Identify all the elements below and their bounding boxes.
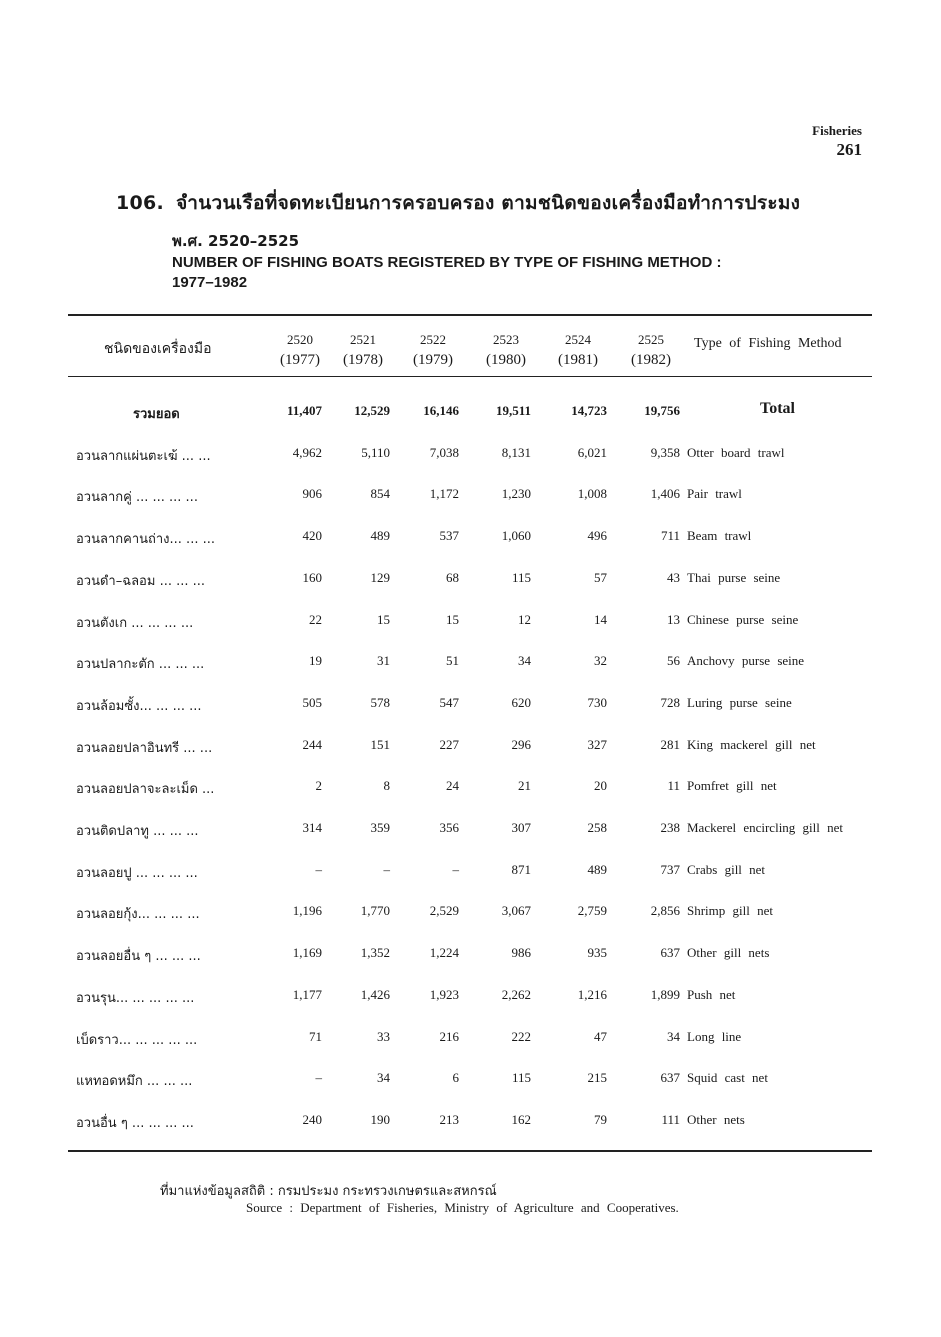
row-value: 854 [370,486,390,501]
row-value: 296 [511,737,531,752]
row-value: 111 [661,1112,680,1127]
column-header-year [476,330,536,370]
row-value: 12,529 [354,403,390,418]
column-header-be: 2521 [350,332,376,347]
row-value: 1,923 [429,987,459,1002]
row-value: 244 [302,737,322,752]
column-header-ce: (1981) [558,352,598,368]
row-value: 8,131 [501,445,531,460]
row-value: 34 [518,653,531,668]
row-value: 115 [511,570,531,585]
row-value: 151 [370,737,390,752]
column-header-ce: (1982) [631,352,671,368]
row-label-thai: รวมยอด [133,407,180,422]
row-label-english: Pair trawl [687,486,742,501]
row-value: 20 [594,778,607,793]
table-number: 106. [116,192,165,214]
table-title-thai [116,188,800,218]
table-row [0,1029,941,1049]
row-value: 160 [302,570,322,585]
row-value: 547 [439,695,459,710]
row-value: 2,529 [429,903,459,918]
row-label-english: Beam trawl [687,528,752,543]
row-value: 1,216 [577,987,607,1002]
table-row-total [0,400,941,423]
row-value: 8 [383,778,390,793]
row-value: 307 [511,820,531,835]
row-value: 1,060 [501,528,531,543]
row-value: 14,723 [571,403,607,418]
row-label-thai: อวนลอยปลาอินทรี ... ... [76,741,213,756]
table-title-english [172,253,721,293]
row-label-english: Crabs gill net [687,862,766,877]
row-label-english: Shrimp gill net [687,903,773,918]
row-label-thai: อวนลากคานถ่าง... ... ... [76,532,215,547]
row-label-english: Otter board trawl [687,445,785,460]
table-row [0,903,941,923]
column-header-ce: (1979) [413,352,453,368]
row-value: 359 [370,820,390,835]
row-value: 1,008 [577,486,607,501]
row-value: 737 [660,862,680,877]
row-value: 190 [370,1112,390,1127]
row-label-english: Squid cast net [687,1070,768,1085]
row-value: 68 [446,570,459,585]
row-value: 637 [660,945,680,960]
table-row [0,528,941,548]
row-value: 1,169 [292,945,322,960]
column-header-english: Type of Fishing Method [694,336,842,351]
column-header-ce: (1978) [343,352,383,368]
column-header-be: 2525 [638,332,664,347]
row-value: 505 [302,695,322,710]
row-value: 43 [667,570,680,585]
row-value: 33 [377,1029,390,1044]
row-value: 2,759 [577,903,607,918]
row-value: 1,230 [501,486,531,501]
column-header-year [333,330,393,370]
row-value: 129 [370,570,390,585]
row-value: 730 [587,695,607,710]
row-value: 79 [594,1112,607,1127]
table-row [0,653,941,673]
row-label-thai: อวนรุน... ... ... ... ... [76,991,195,1006]
row-value: 356 [439,820,459,835]
row-value: 906 [302,486,322,501]
row-label-english: Pomfret gill net [687,778,777,793]
row-value: 31 [377,653,390,668]
row-value: 34 [377,1070,390,1085]
row-value: 240 [302,1112,322,1127]
row-value: 1,426 [360,987,390,1002]
row-label-english: Long line [687,1029,742,1044]
row-label-thai: อวนลากแผ่นตะเฆ้ ... ... [76,449,211,464]
row-value: 24 [446,778,459,793]
row-value: 489 [587,862,607,877]
row-value: 711 [660,528,680,543]
row-value: 871 [511,862,531,877]
row-value: 4,962 [292,445,322,460]
row-label-english: Anchovy purse seine [687,653,805,668]
row-label-english: Other nets [687,1112,745,1127]
row-value: 578 [370,695,390,710]
row-value: 14 [594,612,607,627]
row-value: 2,262 [501,987,531,1002]
column-header-year [403,330,463,370]
row-value: 15 [377,612,390,627]
table-row [0,612,941,632]
row-value: 986 [511,945,531,960]
row-value: 71 [309,1029,322,1044]
row-value: 9,358 [650,445,680,460]
row-value: 1,177 [292,987,322,1002]
row-value: 935 [587,945,607,960]
row-label-english: Chinese purse seine [687,612,799,627]
row-label-thai: เบ็ดราว... ... ... ... ... [76,1033,198,1048]
row-label-thai: อวนล้อมซั้ง... ... ... ... [76,699,202,714]
row-value: 115 [511,1070,531,1085]
row-value: 1,899 [650,987,680,1002]
column-header-be: 2524 [565,332,591,347]
row-value: 2,856 [650,903,680,918]
row-value: 56 [667,653,680,668]
row-label-english: Thai purse seine [687,570,781,585]
table-row [0,737,941,757]
row-value: 637 [660,1070,680,1085]
row-value: 57 [594,570,607,585]
table-row [0,445,941,465]
table-header-rule [68,376,872,377]
column-header-year [620,330,682,370]
row-value: 1,770 [360,903,390,918]
row-value: 5,110 [361,445,390,460]
row-value: 537 [439,528,459,543]
table-row [0,695,941,715]
row-value: 11 [667,778,680,793]
row-label-english: Other gill nets [687,945,770,960]
row-value: – [452,862,459,877]
row-value: – [383,862,390,877]
row-value: 2 [315,778,322,793]
row-label-thai: อวนลอยอื่น ๆ ... ... ... [76,949,201,964]
row-value: 227 [439,737,459,752]
row-value: 1,224 [429,945,459,960]
table-title-english-line1: NUMBER OF FISHING BOATS REGISTERED BY TYPE OF FISHING METHOD : [172,254,722,271]
row-value: 32 [594,653,607,668]
row-value: 34 [667,1029,680,1044]
row-label-thai: อวนลอยปลาจะละเม็ด ... [76,782,215,797]
row-value: 3,067 [501,903,531,918]
row-value: – [315,862,322,877]
table-row [0,820,941,840]
row-value: 496 [587,528,607,543]
row-value: – [315,1070,322,1085]
column-header-ce: (1977) [280,352,320,368]
row-value: 216 [439,1029,459,1044]
page-number: 261 [836,140,862,159]
row-label-english: Luring purse seine [687,695,792,710]
row-value: 213 [439,1112,459,1127]
column-header-be: 2522 [420,332,446,347]
row-value: 19 [309,653,322,668]
row-value: 19,756 [644,403,680,418]
table-bottom-rule [68,1150,872,1152]
source-thai: ที่มาแห่งข้อมูลสถิติ : กรมประมง กระทรวงเกษตรและสหกรณ์ [160,1184,497,1199]
row-value: 1,406 [650,486,680,501]
row-label-thai: แหทอดหมึก ... ... ... [76,1074,193,1089]
table-title-english-line2: 1977–1982 [172,274,248,291]
row-value: 1,196 [292,903,322,918]
row-value: 15 [446,612,459,627]
row-label-english: Mackerel encircling gill net [687,820,844,835]
table-row [0,1112,941,1132]
table-row [0,486,941,506]
row-value: 6 [452,1070,459,1085]
table-row [0,778,941,798]
row-value: 222 [511,1029,531,1044]
row-value: 489 [370,528,390,543]
section-label: Fisheries [812,123,862,138]
table-title-thai-text: จำนวนเรือที่จดทะเบียนการครอบครอง ตามชนิดของเครื่องมือทำการประมง [176,192,801,214]
column-header-year [548,330,608,370]
source-english: Source : Department of Fisheries, Ministry of Agriculture and Cooperatives. [246,1200,679,1215]
row-label-english: Push net [687,987,736,1002]
column-header-thai: ชนิดของเครื่องมือ [104,341,212,357]
row-value: 258 [587,820,607,835]
row-value: 16,146 [423,403,459,418]
row-label-thai: อวนลอยกุ้ง... ... ... ... [76,907,200,922]
row-value: 1,172 [429,486,459,501]
row-label-thai: อวนอื่น ๆ ... ... ... ... [76,1116,194,1131]
row-value: 238 [660,820,680,835]
row-value: 215 [587,1070,607,1085]
row-value: 327 [587,737,607,752]
row-value: 21 [518,778,531,793]
table-top-rule [68,314,872,316]
row-value: 1,352 [360,945,390,960]
row-value: 51 [446,653,459,668]
row-value: 620 [511,695,531,710]
row-label-thai: อวนลอยปู ... ... ... ... [76,866,198,881]
column-header-year [270,330,330,370]
table-row [0,1070,941,1090]
table-row [0,987,941,1007]
table-row [0,862,941,882]
row-label-english: King mackerel gill net [687,737,816,752]
row-label-thai: อวนดำ–ฉลอม ... ... ... [76,574,206,589]
row-value: 22 [309,612,322,627]
row-value: 12 [518,612,531,627]
row-label-thai: อวนปลากะตัก ... ... ... [76,657,205,672]
table-row [0,570,941,590]
row-value: 162 [511,1112,531,1127]
row-value: 281 [660,737,680,752]
row-value: 13 [667,612,680,627]
row-label-english: Total [760,400,795,417]
row-value: 420 [302,528,322,543]
row-label-thai: อวนลากคู่ ... ... ... ... [76,490,198,505]
row-value: 7,038 [429,445,459,460]
row-value: 6,021 [577,445,607,460]
column-header-be: 2520 [287,332,313,347]
row-label-thai: อวนติดปลาทู ... ... ... [76,824,199,839]
row-value: 19,511 [495,403,531,418]
row-label-thai: อวนตังเก ... ... ... ... [76,616,194,631]
column-header-be: 2523 [493,332,519,347]
row-value: 11,407 [286,403,322,418]
row-value: 47 [594,1029,607,1044]
table-row [0,945,941,965]
row-value: 314 [302,820,322,835]
column-header-ce: (1980) [486,352,526,368]
table-years-thai: พ.ศ. 2520–2525 [172,232,300,250]
row-value: 728 [660,695,680,710]
